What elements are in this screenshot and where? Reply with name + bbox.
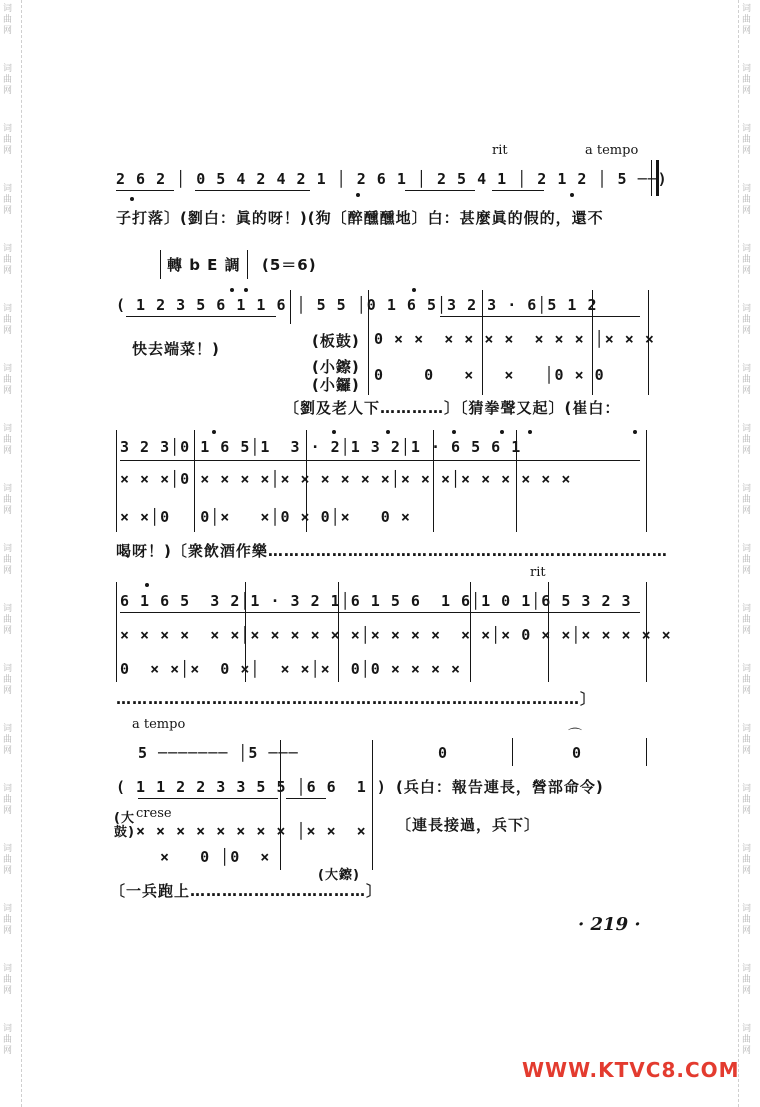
watermark-char: 词	[3, 4, 13, 14]
watermark-char: 网	[742, 1046, 752, 1056]
watermark-char: 曲	[742, 795, 752, 805]
watermark-char: 曲	[742, 495, 752, 505]
key-equivalence: (5＝6)	[262, 256, 317, 274]
watermark-char: 网	[3, 866, 13, 876]
banggu-label: (板鼓)	[312, 332, 360, 350]
barline	[512, 738, 513, 766]
watermark-char: 网	[742, 266, 752, 276]
underline	[440, 316, 640, 317]
watermark-char: 曲	[742, 255, 752, 265]
watermark-char: 网	[742, 446, 752, 456]
system2-stage-direction: 〔劉及老人下…………〕〔猜拳聲又起〕(崔白：	[284, 399, 621, 417]
barline	[646, 738, 647, 766]
octave-dot	[412, 288, 416, 292]
watermark-char: 网	[3, 686, 13, 696]
watermark-char: 词	[742, 604, 752, 614]
watermark-char: 词	[3, 1024, 13, 1034]
watermark-char: 曲	[742, 15, 752, 25]
watermark-char: 词	[742, 184, 752, 194]
watermark-char: 网	[742, 806, 752, 816]
watermark-char: 曲	[3, 495, 13, 505]
watermark-char: 曲	[3, 915, 13, 925]
watermark-char: 网	[742, 386, 752, 396]
watermark-char: 网	[3, 386, 13, 396]
octave-dot	[332, 430, 336, 434]
watermark-char: 词	[742, 124, 752, 134]
octave-dot	[356, 193, 360, 197]
watermark-char: 网	[3, 746, 13, 756]
octave-dot	[212, 430, 216, 434]
watermark-char: 词	[3, 904, 13, 914]
watermark-char: 网	[742, 566, 752, 576]
crese-marking: crese	[136, 806, 172, 821]
final-barline	[651, 160, 652, 196]
key-change-box: 轉 b E 調	[160, 250, 248, 279]
watermark-char: 词	[3, 484, 13, 494]
watermark-char: 网	[3, 1046, 13, 1056]
watermark-char: 网	[3, 266, 13, 276]
system2-xiaobo: 0 0 × × │0 × 0	[374, 366, 605, 384]
underline	[286, 798, 326, 799]
system1-notes: 2 6 2 │ 0 5 4 2 4 2 1 │ 2 6 1 │ 2 5 4 1 │ 2 1 2 │ 5 ──)	[116, 170, 668, 188]
system5-dagu: × × × × × × × × │× × ×	[136, 822, 367, 840]
barline	[245, 582, 246, 682]
octave-dot	[230, 288, 234, 292]
watermark-char: 词	[3, 244, 13, 254]
watermark-char: 网	[742, 926, 752, 936]
octave-dot	[570, 193, 574, 197]
watermark-char: 曲	[742, 975, 752, 985]
watermark-char: 网	[3, 806, 13, 816]
right-watermark-strip	[738, 0, 760, 1107]
a-tempo-marking: a tempo	[585, 143, 639, 158]
watermark-char: 网	[742, 686, 752, 696]
soldier-line: (兵白：報告連長，營部命令)	[396, 778, 604, 796]
a-tempo-marking: a tempo	[132, 717, 186, 732]
watermark-char: 词	[742, 244, 752, 254]
underline	[405, 190, 475, 191]
watermark-char: 网	[742, 86, 752, 96]
watermark-char: 网	[3, 926, 13, 936]
octave-dot	[633, 430, 637, 434]
system2-melody: ( 1 2 3 5 6 1 1 6 │ 5 5 │0 1 6 5│3 2 3 · 6│5 1 2	[116, 296, 598, 314]
system3-melody: 3 2 3│0 1 6 5│1 3 · 2│1 3 2│1 · 6 5 6 1	[120, 438, 522, 456]
barline	[646, 582, 647, 682]
watermark-char: 曲	[3, 135, 13, 145]
barline	[368, 290, 369, 395]
underline	[120, 612, 640, 613]
watermark-char: 词	[742, 424, 752, 434]
watermark-char: 曲	[742, 555, 752, 565]
watermark-char: 曲	[742, 1035, 752, 1045]
system1-lyric: 子打落〕(劉白：眞的呀！)(狗〔醉醺醺地〕白：甚麼眞的假的，還不	[116, 209, 604, 227]
watermark-char: 词	[3, 664, 13, 674]
watermark-char: 曲	[3, 195, 13, 205]
page-number: · 219 ·	[578, 914, 641, 935]
watermark-char: 网	[3, 326, 13, 336]
octave-dot	[244, 288, 248, 292]
watermark-char: 网	[742, 866, 752, 876]
watermark-char: 曲	[742, 315, 752, 325]
watermark-char: 曲	[3, 555, 13, 565]
watermark-char: 词	[3, 364, 13, 374]
barline	[116, 582, 117, 682]
underline	[120, 460, 640, 461]
system2-banggu: 0 × × × × × × × × × │× × ×	[374, 330, 655, 348]
octave-dot	[386, 430, 390, 434]
watermark-char: 词	[3, 424, 13, 434]
watermark-char: 词	[3, 724, 13, 734]
watermark-char: 词	[3, 184, 13, 194]
watermark-char: 曲	[3, 615, 13, 625]
watermark-char: 词	[742, 544, 752, 554]
watermark-char: 词	[742, 4, 752, 14]
watermark-char: 曲	[3, 15, 13, 25]
watermark-char: 词	[3, 64, 13, 74]
watermark-char: 词	[742, 784, 752, 794]
watermark-char: 曲	[742, 75, 752, 85]
watermark-char: 网	[742, 506, 752, 516]
barline	[116, 430, 117, 532]
watermark-char: 词	[742, 844, 752, 854]
system4-melody: 6 1 6 5 3 2│1 · 3 2 1│6 1 5 6 1 6│1 0 1│6 5 3 2 3	[120, 592, 632, 610]
underline	[138, 798, 278, 799]
system4-banggu: × × × × × ×│× × × × × ×│× × × × × ×│× 0 × ×│× × × × ×	[120, 626, 672, 644]
watermark-char: 词	[3, 844, 13, 854]
barline	[372, 740, 373, 870]
watermark-char: 曲	[742, 915, 752, 925]
rest-zero: 0	[438, 744, 449, 762]
barline	[194, 430, 195, 532]
system5-stage-direction: 〔一兵跑上……………………………〕	[110, 882, 383, 900]
watermark-char: 网	[742, 986, 752, 996]
watermark-char: 词	[3, 784, 13, 794]
watermark-char: 词	[3, 544, 13, 554]
system5-bottom: × 0 │0 ×	[160, 848, 271, 866]
watermark-char: 曲	[3, 855, 13, 865]
watermark-char: 网	[3, 566, 13, 576]
watermark-char: 网	[3, 506, 13, 516]
watermark-char: 曲	[3, 1035, 13, 1045]
system5-upper-notes: 5 ─────── │5 ───	[138, 744, 299, 762]
rit-marking: rit	[492, 143, 508, 158]
underline	[126, 316, 276, 317]
watermark-char: 曲	[3, 675, 13, 685]
system2-lyric: 快去端菜！)	[132, 340, 220, 358]
rit-marking: rit	[530, 565, 546, 580]
octave-dot	[130, 197, 134, 201]
barline	[280, 740, 281, 870]
watermark-char: 词	[3, 304, 13, 314]
watermark-char: 曲	[742, 855, 752, 865]
barline	[290, 290, 291, 324]
watermark-char: 网	[3, 26, 13, 36]
fermata-icon: ⌒	[568, 728, 582, 744]
watermark-char: 曲	[3, 315, 13, 325]
watermark-char: 曲	[3, 735, 13, 745]
system4-xiaobo: 0 × ×│× 0 ×│ × ×│× 0│0 × × × ×	[120, 660, 462, 678]
watermark-char: 曲	[742, 195, 752, 205]
octave-dot	[452, 430, 456, 434]
system3-stage-direction: 喝呀！)〔衆飲酒作樂…………………………………………………………………	[116, 542, 668, 560]
watermark-char: 网	[3, 206, 13, 216]
watermark-char: 词	[742, 64, 752, 74]
watermark-char: 曲	[3, 435, 13, 445]
watermark-char: 词	[3, 964, 13, 974]
watermark-char: 网	[742, 26, 752, 36]
watermark-char: 词	[3, 124, 13, 134]
watermark-char: 词	[742, 664, 752, 674]
watermark-char: 曲	[3, 375, 13, 385]
watermark-char: 词	[742, 1024, 752, 1034]
watermark-char: 网	[3, 986, 13, 996]
barline	[646, 430, 647, 532]
barline	[338, 582, 339, 682]
watermark-char: 词	[3, 604, 13, 614]
watermark-char: 网	[3, 146, 13, 156]
dabo-label: (大鑔)	[318, 868, 360, 883]
underline	[116, 190, 174, 191]
watermark-char: 曲	[742, 135, 752, 145]
watermark-char: 网	[3, 626, 13, 636]
watermark-char: 曲	[742, 735, 752, 745]
barline	[516, 430, 517, 532]
system4-stage-direction: ……………………………………………………………………………〕	[116, 690, 597, 708]
underline	[492, 190, 544, 191]
watermark-char: 词	[742, 484, 752, 494]
watermark-char: 词	[742, 904, 752, 914]
watermark-char: 曲	[3, 255, 13, 265]
system3-banggu: × × ×│0 × × × ×│× × × × × ×│× × ×│× × × × × ×	[120, 470, 572, 488]
barline	[470, 582, 471, 682]
octave-dot	[528, 430, 532, 434]
watermark-char: 曲	[3, 75, 13, 85]
watermark-char: 词	[742, 724, 752, 734]
system5-melody: ( 1 1 2 2 3 3 5 5 │6 6 1 )	[116, 778, 387, 796]
watermark-char: 词	[742, 364, 752, 374]
watermark-char: 词	[742, 964, 752, 974]
watermark-char: 网	[742, 206, 752, 216]
watermark-char: 网	[3, 446, 13, 456]
underline	[195, 190, 310, 191]
dagu-label: (大鼓)	[114, 811, 135, 840]
xiaobo-label: (小鑔)	[312, 358, 360, 376]
octave-dot	[500, 430, 504, 434]
watermark-char: 网	[742, 326, 752, 336]
watermark-char: 网	[742, 146, 752, 156]
watermark-char: 曲	[3, 975, 13, 985]
watermark-char: 网	[742, 626, 752, 636]
watermark-char: 网	[742, 746, 752, 756]
fermata-zero: 0	[572, 744, 583, 762]
barline	[433, 430, 434, 532]
left-watermark-strip	[0, 0, 22, 1107]
watermark-char: 曲	[742, 435, 752, 445]
watermark-char: 曲	[742, 675, 752, 685]
final-barline-thick	[656, 160, 659, 196]
watermark-char: 网	[3, 86, 13, 96]
watermark-char: 曲	[3, 795, 13, 805]
watermark-char: 曲	[742, 375, 752, 385]
octave-dot	[145, 583, 149, 587]
xiaoluo-label: (小鑼)	[312, 376, 360, 394]
watermark-char: 词	[742, 304, 752, 314]
captain-line: 〔連長接過，兵下〕	[396, 816, 541, 834]
watermark-char: 曲	[742, 615, 752, 625]
system3-xiaobo: × ×│0 0│× ×│0 × 0│× 0 ×	[120, 508, 411, 526]
barline	[306, 430, 307, 532]
site-url-watermark: WWW.KTVC8.COM	[522, 1058, 740, 1082]
barline	[548, 582, 549, 682]
